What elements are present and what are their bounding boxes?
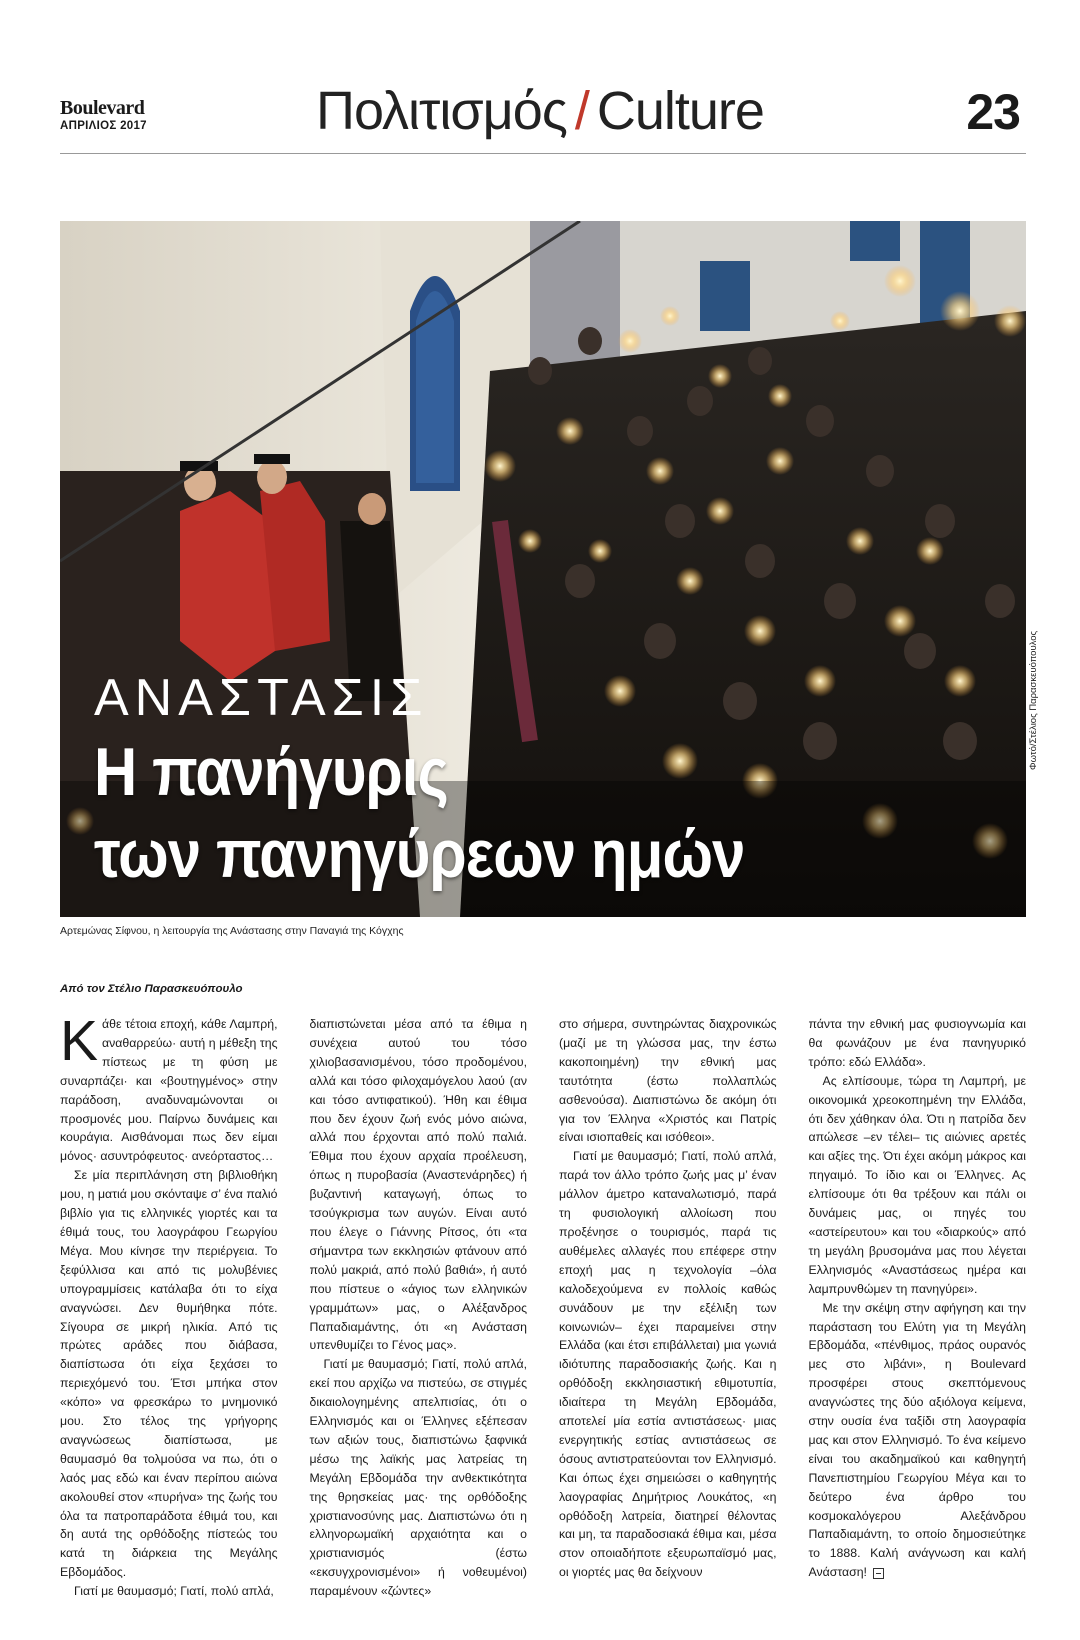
feature-headline (94, 731, 745, 895)
paragraph: Γιατί με θαυμασμό; Γιατί, πολύ απλά, εκεί που αρχίζω να πιστεύω, σε στιγμές δικαιολογημένης απελπισίας, ότι ο Ελληνισμός και οι Έλληνες εξέπεσαν των αξιών τους, διαπιστώνω ξαφνικά μέσω της λαϊκής μας λατρείας τη Μεγάλη Εβδομάδα την ανθεκτικότητα της θρησκείας μας· της ορθόδοξης χριστιανοσύνης μας. Διαπιστώνω ότι η ελληνορωμαϊκή αρχαιότητα και ο χριστιανισμός (έστω «εκσυγχρονισμένοι» ή νοθευμένοι) παραμένουν «ζώντες» (309, 1357, 527, 1599)
feature-kicker: ΑΝΑΣΤΑΣΙΣ (94, 669, 429, 727)
article-column-3 (559, 1015, 777, 1580)
issue-date: ΑΠΡΙΛΙΟΣ 2017 (60, 120, 147, 132)
section-title (60, 80, 1020, 142)
drop-cap: Κ (60, 1009, 99, 1073)
paragraph: Γιατί με θαυμασμό; Γιατί, πολύ απλά, παρά τον άλλο τρόπο ζωής μας μ’ έναν μάλλον άμετρο καταναλωτισμό, παρά τη φυσιολογική αλλοίωση που προξένησε ο τουρισμός, παρά τις αυθέμελες αλλαγές που επέφερε στην εποχή μας η τεχνολογία –όλα καλοδεχούμενα εν πολλοίς καθώς συνάδουν με την εξέλιξη των κοινωνιών– έχει παραμείνει στην Ελλάδα (και έτσι επιβάλλεται) μια γωνιά ιδιότυπης παραδοσιακής ζωής. Και η ορθόδοξη εκκλησιαστική εθιμοτυπία, ιδιαίτερα τη Μεγάλη Εβδομάδα, αποτελεί μία εστία αντιστάσεως· μιας ενεργητικής εστίας αντιστάσεως σε όσους αντιστρατεύονται τον Ελληνισμό. Και όπως έχει σημειώσει ο καθηγητής λαογραφίας Δημήτριος Λουκάτος, «η ορθόδοξη λατρεία, διατηρεί θέλοντας και μη, τα παραδοσιακά έθιμα και, μέσα στον οποιαδήποτε εξευρωπαϊσμό μας, οι γιορτές μας θα δείχνουν (559, 1149, 777, 1580)
page-header (60, 80, 1020, 154)
article-column-4 (809, 1015, 1027, 1580)
paragraph: Σε μία περιπλάνηση στη βιβλιοθήκη μου, η ματιά μου σκόνταψε σ’ ένα παλιό βιβλίο για τις ελληνικές γιορτές και τα έθιμά τους, του λαογράφου Γεωργίου Μέγα. Μου κίνησε την περιέργεια. Το ξεφύλλισα και από τις μολυβένιες υπογραμμίσεις κατάλαβα ότι το είχα αναγνώσει. Δεν θυμήθηκα πότε. Σίγουρα σε μικρή ηλικία. Από τις πρώτες αράδες που διάβασα, διαπίστωσα ότι είχα ξεχάσει το περιεχόμενό του. Έτσι μπήκα στον «κόπο» να φρεσκάρω το μνημονικό μου. Στο τέλος της γρήγορης αναγνώσεως διαπίστωσα, με θαυμασμό θα τολμούσα να πω, ότι ο λαός μας εδώ και έναν περίπου αιώνα ακολουθεί στον «πυρήνα» της ζωής του όλα τα πατροπαράδοτα έθιμά του, και δη αυτά της ορθόδοξης πίστεώς του κατά τη διάρκεια της Μεγάλης Εβδομάδος. (60, 1168, 278, 1580)
page-number: 23 (966, 84, 1020, 140)
paragraph: Ας ελπίσουμε, τώρα τη Λαμπρή, με οικονομικά χρεοκοπημένη την Ελλάδα, ότι δεν χάθηκαν όλα. Ότι η πατρίδα δεν απώλεσε –εν τέλει– τις αιώνιες αρετές και αξίες της. Ότι έχει ακόμη μάκρος και πηγαιμό. Το ίδιο και οι Έλληνες. Ας ελπίσουμε ότι θα τρέξουν και πάλι οι δυνάμεις μας, οι πηγές του «αστείρευτου» και του «διαρκούς» από τη μεγάλη βρυσομάνα μας που λέγεται Ελληνισμός «Αναστάσεως ημέρα και λαμπρυνθώμεν τη πανηγύρει». (808, 1073, 1026, 1296)
article-column-2 (309, 1015, 528, 1599)
article-column-1 (60, 1009, 278, 1599)
paragraph: στο σήμερα, συντηρώντας διαχρονικώς (μαζί με τη γλώσσα μας, την έστω κακοποιημένη) την εθνική μας ταυτότητα (έστω πολλαπλώς ασθενούσα). Διαπιστώνω δε ακόμη ότι για τον Έλληνα «Χριστός και Πατρίς είναι ισιοπαθείς και ισόθεοι». (559, 1017, 777, 1145)
section-title-separator: / (574, 81, 589, 141)
brand-logo: Boulevard (60, 97, 145, 119)
article-body (60, 1009, 1026, 1599)
headline-line-1: Η πανήγυρις (94, 734, 448, 810)
paragraph: διαπιστώνεται μέσα από τα έθιμα η συνέχεια αυτού του τόσο χιλιοβασανισμένου, τόσο προδομένου, αλλά και τόσο φιλοχαμόγελου λαού (αν και τόσο αντιφατικού). Ήθη και έθιμα που δεν έχουν ζωή ενός μόνο αιώνα, αλλά που έρχονται από πολύ παλιά. Έθιμα που έχουν αρχαία προέλευση, όπως η πυροβασία (Αναστενάρηδες) ή βυζαντινή καταγωγή, όπως το τσούγκρισμα των αυγών. Είναι αυτό που έλεγε ο Γιάννης Ρίτσος, ότι «τα σήμαντρα των εκκλησιών φτάνουν από πολύ μακριά, από πολύ βαθιά», ή αυτό που πίστευε ο «άγιος των ελληνικών γραμμάτων» μας, ο Αλέξανδρος Παπαδιαμάντης, ότι «η Ανάσταση υπενθυμίζει το Γένος μας». (309, 1017, 527, 1353)
section-title-english: Culture (596, 81, 764, 141)
hero-photo (60, 221, 1026, 917)
author-byline: Από τον Στέλιο Παρασκευόπουλο (60, 983, 243, 995)
photo-caption: Αρτεμώνας Σίφνου, η λειτουργία της Ανάστασης στην Παναγιά της Κόγχης (60, 925, 404, 937)
photo-credit: Φωτό/Στέλιος Παρασκευόπουλος (1028, 630, 1039, 770)
headline-line-2: των πανηγύρεων ημών (94, 816, 745, 892)
paragraph: πάντα την εθνική μας φυσιογνωμία και θα φωνάζουν με ένα πανηγυρικό τρόπο: εδώ Ελλάδα». (808, 1017, 1026, 1069)
paragraph: Γιατί με θαυμασμό; Γιατί, πολύ απλά, (74, 1584, 274, 1599)
paragraph: Κάθε τέτοια εποχή, κάθε Λαμπρή, αναθαρρεύω· αυτή η μέθεξη της πίστεως με τη φύση με συναρπάζει· και «βουτηγμένος» στην παράδοση, αναδυναμώνονται οι προσμονές μου. Παίρνω δυνάμεις και κουράγια. Αισθάνομαι πως δεν είμαι μόνος· ασυντρόφευτος· ανεόρταστος… (60, 1009, 278, 1164)
paragraph-final: Με την σκέψη στην αφήγηση και την παράσταση του Ελύτη για τη Μεγάλη Εβδομάδα, «πένθιμος, πράος ουρανός μες στο λιβάνι», η Boulevard προσφέρει στους σκεπτόμενους αναγνώστες της δύο αξιόλογα κείμενα, στην ουσία ένα ταξίδι στη λαογραφία μας και στον Ελληνισμό. Το ένα κείμενο είναι του ακαδημαϊκού και καθηγητή Πανεπιστημίου Γεωργίου Μέγα και το δεύτερο ένα άρθρο του κοσμοκαλόγερου Αλεξάνδρου Παπαδιαμάντη, το οποίο δημοσιεύτηκε το 1888. Καλή ανάγνωση και καλή Ανάσταση! (808, 1300, 1026, 1580)
section-title-greek: Πολιτισμός (316, 81, 567, 141)
end-of-article-icon (873, 1568, 884, 1579)
header-divider (60, 153, 1026, 154)
